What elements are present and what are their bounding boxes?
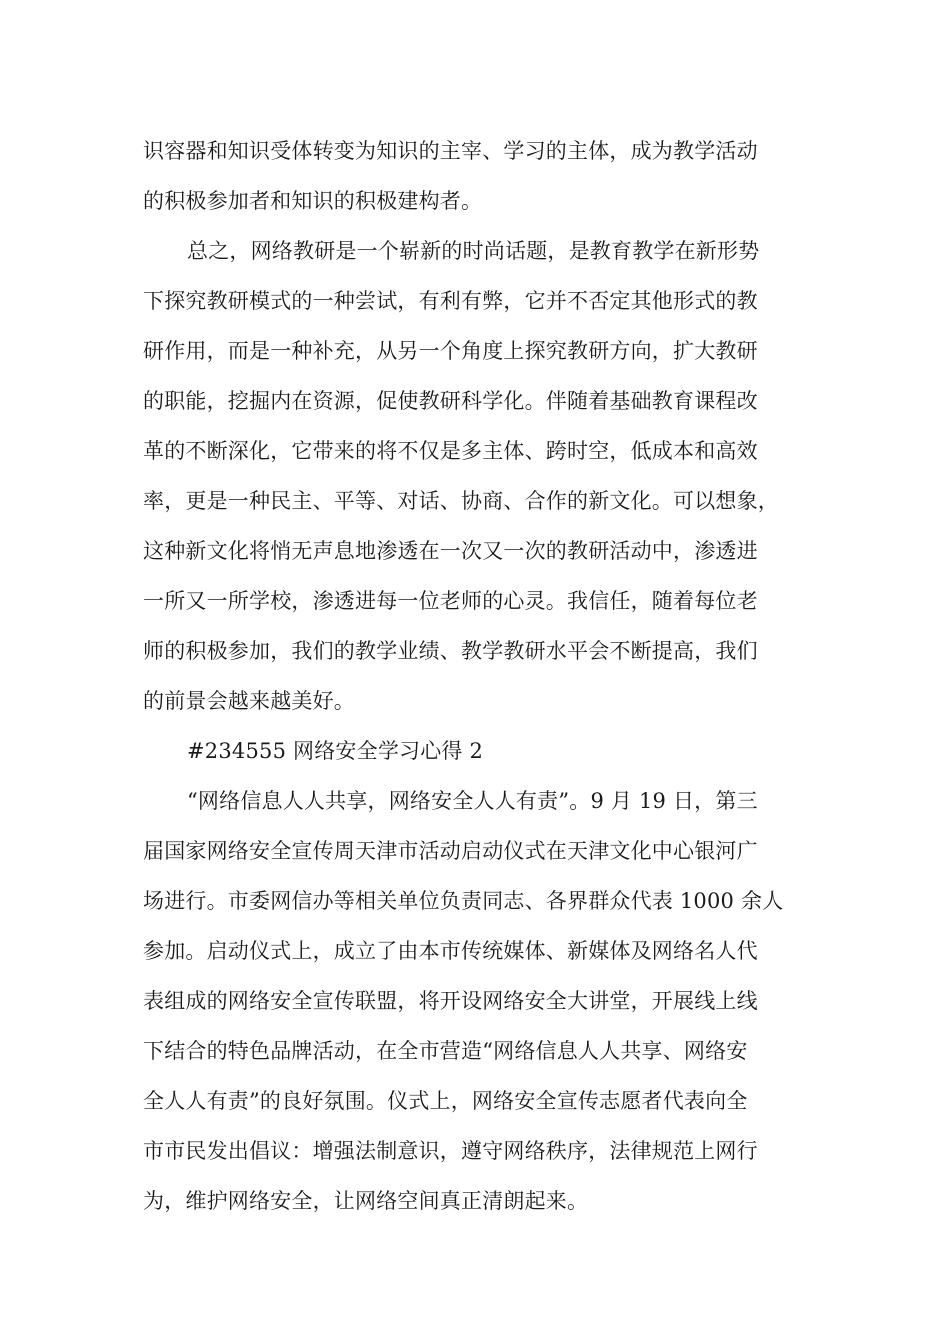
text-line: 率，更是一种民主、平等、对话、协商、合作的新文化。可以想象， <box>143 489 779 513</box>
text-line: 的积极参加者和知识的积极建构者。 <box>143 189 483 213</box>
text-line: 场进行。市委网信办等相关单位负责同志、各界群众代表 1000 余人 <box>143 889 784 913</box>
section-heading: #234555 网络安全学习心得 2 <box>187 739 484 763</box>
text-line: 革的不断深化，它带来的将不仅是多主体、跨时空，低成本和高效 <box>143 439 758 463</box>
text-line: 全人人有责”的良好氛围。仪式上，网络安全宣传志愿者代表向全 <box>143 1089 748 1113</box>
text-line: 的职能，挖掘内在资源，促使教研科学化。伴随着基础教育课程改 <box>143 389 758 413</box>
text-line: 表组成的网络安全宣传联盟，将开设网络安全大讲堂，开展线上线 <box>143 989 758 1013</box>
text-line: 届国家网络安全宣传周天津市活动启动仪式在天津文化中心银河广 <box>143 839 758 863</box>
text-line: 为，维护网络安全，让网络空间真正清朗起来。 <box>143 1189 589 1213</box>
text-line: 市市民发出倡议：增强法制意识，遵守网络秩序，法律规范上网行 <box>143 1139 758 1163</box>
text-line: 研作用，而是一种补充，从另一个角度上探究教研方向，扩大教研 <box>143 339 758 363</box>
text-line: 识容器和知识受体转变为知识的主宰、学习的主体，成为教学活动 <box>143 139 758 163</box>
text-line: 的前景会越来越美好。 <box>143 689 355 713</box>
text-line: 参加。启动仪式上，成立了由本市传统媒体、新媒体及网络名人代 <box>143 939 758 963</box>
paragraph-first-line: “网络信息人人共享，网络安全人人有责”。9 月 19 日，第三 <box>187 789 758 813</box>
text-line: 一所又一所学校，渗透进每一位老师的心灵。我信任，随着每位老 <box>143 589 758 613</box>
text-line: 下探究教研模式的一种尝试，有利有弊，它并不否定其他形式的教 <box>143 289 758 313</box>
text-line: 师的积极参加，我们的教学业绩、教学教研水平会不断提高，我们 <box>143 639 758 663</box>
text-line: 这种新文化将悄无声息地渗透在一次又一次的教研活动中，渗透进 <box>143 539 758 563</box>
paragraph-first-line: 总之，网络教研是一个崭新的时尚话题，是教育教学在新形势 <box>187 239 760 263</box>
text-line: 下结合的特色品牌活动，在全市营造“网络信息人人共享、网络安 <box>143 1039 748 1063</box>
